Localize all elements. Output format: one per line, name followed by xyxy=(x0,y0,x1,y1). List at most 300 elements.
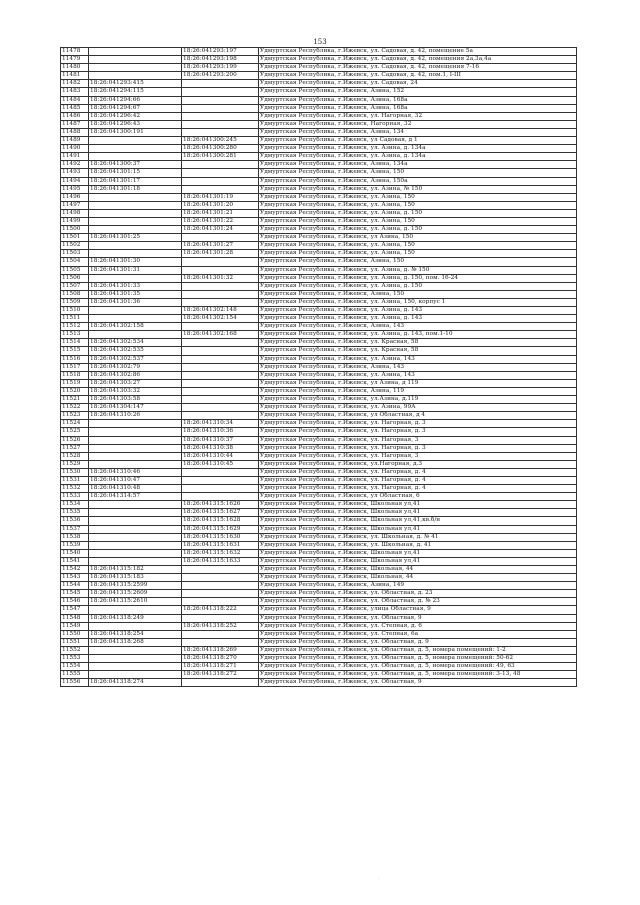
row-number-cell: 11497 xyxy=(61,201,89,209)
row-number-cell: 11547 xyxy=(61,606,89,614)
table-row xyxy=(61,104,577,112)
row-number-cell: 11540 xyxy=(61,549,89,557)
table-row xyxy=(61,323,577,331)
object-number-cell xyxy=(182,323,259,331)
row-number-cell: 11527 xyxy=(61,444,89,452)
cadastral-number-cell: 18:26:041300:37 xyxy=(89,161,182,169)
object-number-cell: 18:26:041301:22 xyxy=(182,217,259,225)
table-row xyxy=(61,177,577,185)
row-number-cell: 11491 xyxy=(61,153,89,161)
object-number-cell: 18:26:041302:148 xyxy=(182,307,259,315)
table-row xyxy=(61,679,577,687)
cadastral-number-cell: 18:26:041301:17 xyxy=(89,177,182,185)
object-number-cell: 18:26:041301:24 xyxy=(182,226,259,234)
object-number-cell: 18:26:041293:200 xyxy=(182,72,259,80)
row-number-cell: 11553 xyxy=(61,655,89,663)
table-row xyxy=(61,315,577,323)
address-cell: Удмуртская Республика, г.Ижевск, ул Азина, 150 xyxy=(259,234,577,242)
table-row xyxy=(61,64,577,72)
cadastral-number-cell: 18:26:041301:18 xyxy=(89,185,182,193)
row-number-cell: 11556 xyxy=(61,679,89,687)
object-number-cell xyxy=(182,379,259,387)
table-row xyxy=(61,193,577,201)
row-number-cell: 11537 xyxy=(61,525,89,533)
table-row xyxy=(61,234,577,242)
row-number-cell: 11517 xyxy=(61,363,89,371)
object-number-cell xyxy=(182,234,259,242)
address-cell: Удмуртская Республика, г.Ижевск, Азина, 150а xyxy=(259,177,577,185)
address-cell: Удмуртская Республика, г.Ижевск, Нагорная, 32 xyxy=(259,120,577,128)
row-number-cell: 11539 xyxy=(61,541,89,549)
cadastral-number-cell xyxy=(89,226,182,234)
address-cell: Удмуртская Республика, г.Ижевск, ул. Азина, 150 xyxy=(259,250,577,258)
cadastral-number-cell: 18:26:041304:147 xyxy=(89,404,182,412)
object-number-cell: 18:26:041301:28 xyxy=(182,250,259,258)
table-row xyxy=(61,161,577,169)
cadastral-number-cell: 18:26:041303:27 xyxy=(89,379,182,387)
row-number-cell: 11479 xyxy=(61,56,89,64)
row-number-cell: 11481 xyxy=(61,72,89,80)
cadastral-number-cell: 18:26:041301:15 xyxy=(89,169,182,177)
address-cell: Удмуртская Республика, г.Ижевск, Азина, 143 xyxy=(259,323,577,331)
cadastral-number-cell: 18:26:041310:26 xyxy=(89,412,182,420)
table-row xyxy=(61,533,577,541)
object-number-cell xyxy=(182,476,259,484)
address-cell: Удмуртская Республика, г.Ижевск, ул. Садовая, д. 42, помещения 7-16 xyxy=(259,64,577,72)
address-cell: Удмуртская Республика, г.Ижевск, ул. Азина, д. 150, пом. 16-24 xyxy=(259,274,577,282)
address-cell: Удмуртская Республика, г.Ижевск, Азина, 150 xyxy=(259,258,577,266)
object-number-cell xyxy=(182,112,259,120)
object-number-cell xyxy=(182,590,259,598)
table-row xyxy=(61,493,577,501)
address-cell: Удмуртская Республика, г.Ижевск, ул. Азина, д. 143, пом.1-10 xyxy=(259,331,577,339)
table-row xyxy=(61,557,577,565)
table-row xyxy=(61,112,577,120)
cadastral-number-cell: 18:26:041303:32 xyxy=(89,387,182,395)
table-row xyxy=(61,501,577,509)
table-row xyxy=(61,307,577,315)
table-row xyxy=(61,48,577,56)
table-row xyxy=(61,298,577,306)
cadastral-number-cell xyxy=(89,606,182,614)
address-cell: Удмуртская Республика, г.Ижевск, Школьная ул,41 xyxy=(259,525,577,533)
object-number-cell xyxy=(182,355,259,363)
address-cell: Удмуртская Республика, г.Ижевск, ул. Областная, 9 xyxy=(259,679,577,687)
table-row xyxy=(61,226,577,234)
table-row xyxy=(61,137,577,145)
object-number-cell: 18:26:041315:1631 xyxy=(182,541,259,549)
cadastral-number-cell xyxy=(89,420,182,428)
row-number-cell: 11518 xyxy=(61,371,89,379)
object-number-cell: 18:26:041293:198 xyxy=(182,56,259,64)
cadastral-number-cell: 18:26:041318:249 xyxy=(89,614,182,622)
object-number-cell: 18:26:041310:34 xyxy=(182,420,259,428)
object-number-cell: 18:26:041293:199 xyxy=(182,64,259,72)
address-cell: Удмуртская Республика, г.Ижевск, ул. Азина, д. 150 xyxy=(259,282,577,290)
cadastral-number-cell: 18:26:041315:182 xyxy=(89,566,182,574)
object-number-cell xyxy=(182,104,259,112)
table-row xyxy=(61,282,577,290)
address-cell: Удмуртская Республика, г.Ижевск, ул Садовая, д 1 xyxy=(259,137,577,145)
row-number-cell: 11549 xyxy=(61,622,89,630)
table-row xyxy=(61,347,577,355)
row-number-cell: 11485 xyxy=(61,104,89,112)
row-number-cell: 11530 xyxy=(61,468,89,476)
row-number-cell: 11502 xyxy=(61,242,89,250)
cadastral-number-cell xyxy=(89,671,182,679)
address-cell: Удмуртская Республика, г.Ижевск, Школьная ул,41 xyxy=(259,501,577,509)
object-number-cell: 18:26:041318:272 xyxy=(182,671,259,679)
address-cell: Удмуртская Республика, г.Ижевск, ул.Азина, д.119 xyxy=(259,396,577,404)
address-cell: Удмуртская Республика, г.Ижевск, Азина, 152 xyxy=(259,88,577,96)
table-row xyxy=(61,638,577,646)
address-cell: Удмуртская Республика, г.Ижевск, ул. Степная, д. 6 xyxy=(259,622,577,630)
address-cell: Удмуртская Республика, г.Ижевск, ул. Садовая, д. 42, помещения 2а,3а,4а xyxy=(259,56,577,64)
object-number-cell: 18:26:041310:37 xyxy=(182,436,259,444)
object-number-cell xyxy=(182,128,259,136)
object-number-cell: 18:26:041315:1626 xyxy=(182,501,259,509)
cadastral-number-cell: 18:26:041302:158 xyxy=(89,323,182,331)
row-number-cell: 11507 xyxy=(61,282,89,290)
object-number-cell: 18:26:041315:1632 xyxy=(182,549,259,557)
row-number-cell: 11529 xyxy=(61,460,89,468)
address-cell: Удмуртская Республика, г.Ижевск, ул. Азина, д. 150 xyxy=(259,209,577,217)
address-cell: Удмуртская Республика, г.Ижевск, ул. Областная, д. 5, номера помещений: 49, 63 xyxy=(259,663,577,671)
address-cell: Удмуртская Республика, г.Ижевск, ул. Азина, 150 xyxy=(259,217,577,225)
address-cell: Удмуртская Республика, г.Ижевск, Школьная, 44 xyxy=(259,574,577,582)
object-number-cell: 18:26:041301:19 xyxy=(182,193,259,201)
row-number-cell: 11550 xyxy=(61,630,89,638)
table-row xyxy=(61,404,577,412)
cadastral-number-cell: 18:26:041302:535 xyxy=(89,347,182,355)
address-cell: Удмуртская Республика, г.Ижевск, ул. Нагорная, 32 xyxy=(259,112,577,120)
row-number-cell: 11496 xyxy=(61,193,89,201)
row-number-cell: 11500 xyxy=(61,226,89,234)
object-number-cell: 18:26:041300:280 xyxy=(182,145,259,153)
table-row xyxy=(61,541,577,549)
object-number-cell xyxy=(182,638,259,646)
cadastral-number-cell: 18:26:041302:79 xyxy=(89,363,182,371)
table-row xyxy=(61,436,577,444)
cadastral-number-cell: 18:26:041318:274 xyxy=(89,679,182,687)
cadastral-number-cell xyxy=(89,209,182,217)
cadastral-number-cell xyxy=(89,145,182,153)
table-row xyxy=(61,574,577,582)
address-cell: Удмуртская Республика, г.Ижевск, ул. Красная, 58 xyxy=(259,347,577,355)
cadastral-number-cell: 18:26:041301:36 xyxy=(89,298,182,306)
object-number-cell: 18:26:041302:154 xyxy=(182,315,259,323)
cadastral-number-cell xyxy=(89,64,182,72)
row-number-cell: 11546 xyxy=(61,598,89,606)
table-row xyxy=(61,646,577,654)
cadastral-number-cell xyxy=(89,646,182,654)
object-number-cell xyxy=(182,387,259,395)
table-row xyxy=(61,671,577,679)
table-row xyxy=(61,250,577,258)
cadastral-number-cell xyxy=(89,48,182,56)
cadastral-number-cell: 18:26:041310:48 xyxy=(89,485,182,493)
table-row xyxy=(61,460,577,468)
row-number-cell: 11510 xyxy=(61,307,89,315)
row-number-cell: 11543 xyxy=(61,574,89,582)
address-cell: Удмуртская Республика, г.Ижевск, ул. Нагорная, 3 xyxy=(259,436,577,444)
table-row xyxy=(61,663,577,671)
table-row xyxy=(61,355,577,363)
row-number-cell: 11492 xyxy=(61,161,89,169)
row-number-cell: 11538 xyxy=(61,533,89,541)
address-cell: Удмуртская Республика, г.Ижевск, ул. Азина, д. 143 xyxy=(259,315,577,323)
cadastral-number-cell xyxy=(89,460,182,468)
address-cell: Удмуртская Республика, г.Ижевск, ул. Школьная, д. № 41 xyxy=(259,533,577,541)
address-cell: Удмуртская Республика, г.Ижевск, ул. Азина, 150, корпус 1 xyxy=(259,298,577,306)
cadastral-number-cell xyxy=(89,436,182,444)
address-cell: Удмуртская Республика, г.Ижевск, Азина, 149 xyxy=(259,582,577,590)
address-cell: Удмуртская Республика, г.Ижевск, ул. Областная, д. 5, номера помещений: 3-13, 48 xyxy=(259,671,577,679)
row-number-cell: 11533 xyxy=(61,493,89,501)
row-number-cell: 11541 xyxy=(61,557,89,565)
row-number-cell: 11483 xyxy=(61,88,89,96)
object-number-cell xyxy=(182,282,259,290)
row-number-cell: 11499 xyxy=(61,217,89,225)
page-number: 153 xyxy=(313,38,327,46)
cadastral-number-cell: 18:26:041301:30 xyxy=(89,258,182,266)
row-number-cell: 11508 xyxy=(61,290,89,298)
object-number-cell: 18:26:041310:36 xyxy=(182,428,259,436)
cadastral-number-cell xyxy=(89,137,182,145)
table-row xyxy=(61,420,577,428)
cadastral-number-cell xyxy=(89,501,182,509)
table-row xyxy=(61,88,577,96)
cadastral-number-cell: 18:26:041315:2599 xyxy=(89,582,182,590)
object-number-cell: 18:26:041318:271 xyxy=(182,663,259,671)
row-number-cell: 11488 xyxy=(61,128,89,136)
table-row xyxy=(61,169,577,177)
cadastral-number-cell xyxy=(89,201,182,209)
cadastral-number-cell: 18:26:041302:537 xyxy=(89,355,182,363)
cadastral-number-cell: 18:26:041318:254 xyxy=(89,630,182,638)
row-number-cell: 11534 xyxy=(61,501,89,509)
object-number-cell: 18:26:041318:252 xyxy=(182,622,259,630)
address-cell: Удмуртская Республика, г.Ижевск, ул. Нагорная, д. 4 xyxy=(259,468,577,476)
cadastral-number-cell: 18:26:041310:46 xyxy=(89,468,182,476)
row-number-cell: 11494 xyxy=(61,177,89,185)
address-cell: Удмуртская Республика, г.Ижевск, Азина, 150 xyxy=(259,290,577,298)
row-number-cell: 11524 xyxy=(61,420,89,428)
row-number-cell: 11542 xyxy=(61,566,89,574)
row-number-cell: 11555 xyxy=(61,671,89,679)
cadastral-number-cell: 18:26:041315:2610 xyxy=(89,598,182,606)
cadastral-number-cell xyxy=(89,541,182,549)
row-number-cell: 11551 xyxy=(61,638,89,646)
table-row xyxy=(61,517,577,525)
object-number-cell: 18:26:041310:45 xyxy=(182,460,259,468)
cadastral-number-cell: 18:26:041294:66 xyxy=(89,96,182,104)
address-cell: Удмуртская Республика, г.Ижевск, ул. Садовая, д. 42, помещение 5а xyxy=(259,48,577,56)
row-number-cell: 11525 xyxy=(61,428,89,436)
cadastral-number-cell xyxy=(89,193,182,201)
address-cell: Удмуртская Республика, г.Ижевск, ул. Азина, 99А xyxy=(259,404,577,412)
object-number-cell: 18:26:041301:21 xyxy=(182,209,259,217)
table-row xyxy=(61,242,577,250)
object-number-cell xyxy=(182,88,259,96)
address-cell: Удмуртская Республика, г.Ижевск, ул. Садовая, д. 42, пом.1, I-III xyxy=(259,72,577,80)
object-number-cell xyxy=(182,574,259,582)
object-number-cell xyxy=(182,679,259,687)
row-number-cell: 11515 xyxy=(61,347,89,355)
table-row xyxy=(61,476,577,484)
row-number-cell: 11493 xyxy=(61,169,89,177)
object-number-cell xyxy=(182,396,259,404)
row-number-cell: 11504 xyxy=(61,258,89,266)
table-row xyxy=(61,209,577,217)
address-cell: Удмуртская Республика, г.Ижевск, ул Азина, д 119 xyxy=(259,379,577,387)
object-number-cell: 18:26:041315:1630 xyxy=(182,533,259,541)
object-number-cell: 18:26:041301:32 xyxy=(182,274,259,282)
object-number-cell: 18:26:041310:38 xyxy=(182,444,259,452)
address-cell: Удмуртская Республика, г.Ижевск, ул Областная, 6 xyxy=(259,493,577,501)
row-number-cell: 11522 xyxy=(61,404,89,412)
row-number-cell: 11519 xyxy=(61,379,89,387)
cadastral-number-cell xyxy=(89,315,182,323)
address-cell: Удмуртская Республика, г.Ижевск, ул Областная, д 4 xyxy=(259,412,577,420)
object-number-cell: 18:26:041293:197 xyxy=(182,48,259,56)
object-number-cell xyxy=(182,258,259,266)
object-number-cell xyxy=(182,468,259,476)
object-number-cell xyxy=(182,598,259,606)
row-number-cell: 11535 xyxy=(61,509,89,517)
cadastral-number-cell xyxy=(89,517,182,525)
table-row xyxy=(61,201,577,209)
table-row xyxy=(61,387,577,395)
scan-mark: · xyxy=(378,876,380,882)
cadastral-number-cell: 18:26:041301:25 xyxy=(89,234,182,242)
cadastral-number-cell xyxy=(89,250,182,258)
cadastral-number-cell xyxy=(89,307,182,315)
table-row xyxy=(61,614,577,622)
table-row xyxy=(61,468,577,476)
cadastral-number-cell xyxy=(89,655,182,663)
object-number-cell xyxy=(182,161,259,169)
object-number-cell: 18:26:041318:222 xyxy=(182,606,259,614)
table-row xyxy=(61,185,577,193)
address-cell: Удмуртская Республика, г.Ижевск, Школьная ул,41 xyxy=(259,549,577,557)
address-cell: Удмуртская Республика, г.Ижевск, ул. Азина, д. 143 xyxy=(259,307,577,315)
address-cell: Удмуртская Республика, г.Ижевск, ул. Нагорная, д. 3 xyxy=(259,420,577,428)
object-number-cell xyxy=(182,290,259,298)
object-number-cell xyxy=(182,80,259,88)
table-row xyxy=(61,525,577,533)
cadastral-number-cell: 18:26:041296:43 xyxy=(89,120,182,128)
row-number-cell: 11520 xyxy=(61,387,89,395)
address-cell: Удмуртская Республика, г.Ижевск, ул. Азина, д. № 150 xyxy=(259,266,577,274)
table-row xyxy=(61,339,577,347)
object-number-cell xyxy=(182,266,259,274)
table-row xyxy=(61,630,577,638)
address-cell: Удмуртская Республика, г.Ижевск, ул.Нагорная, д.3 xyxy=(259,460,577,468)
object-number-cell xyxy=(182,298,259,306)
address-cell: Удмуртская Республика, г.Ижевск, Азина, 119 xyxy=(259,387,577,395)
address-cell: Удмуртская Республика, г.Ижевск, Азина, 143 xyxy=(259,363,577,371)
table-row xyxy=(61,290,577,298)
cadastral-number-cell: 18:26:041301:31 xyxy=(89,266,182,274)
address-cell: Удмуртская Республика, г.Ижевск, ул. Областная, д. 23 xyxy=(259,590,577,598)
table-row xyxy=(61,379,577,387)
row-number-cell: 11516 xyxy=(61,355,89,363)
object-number-cell xyxy=(182,412,259,420)
row-number-cell: 11480 xyxy=(61,64,89,72)
address-cell: Удмуртская Республика, г.Ижевск, ул. Азина, № 150 xyxy=(259,185,577,193)
row-number-cell: 11512 xyxy=(61,323,89,331)
row-number-cell: 11478 xyxy=(61,48,89,56)
address-cell: Удмуртская Республика, г.Ижевск, ул. Областная, 9 xyxy=(259,614,577,622)
object-number-cell xyxy=(182,177,259,185)
table-row xyxy=(61,96,577,104)
object-number-cell: 18:26:041318:270 xyxy=(182,655,259,663)
address-cell: Удмуртская Республика, г.Ижевск, Школьная, 44 xyxy=(259,566,577,574)
address-cell: Удмуртская Республика, г.Ижевск, ул. Азина, д. 134а xyxy=(259,153,577,161)
object-number-cell xyxy=(182,582,259,590)
table-row xyxy=(61,258,577,266)
object-number-cell xyxy=(182,185,259,193)
table-row xyxy=(61,622,577,630)
object-number-cell: 18:26:041318:269 xyxy=(182,646,259,654)
row-number-cell: 11501 xyxy=(61,234,89,242)
table-row xyxy=(61,56,577,64)
cadastral-number-cell xyxy=(89,533,182,541)
table-row xyxy=(61,371,577,379)
object-number-cell xyxy=(182,96,259,104)
cadastral-number-cell xyxy=(89,274,182,282)
table-row xyxy=(61,485,577,493)
address-cell: Удмуртская Республика, г.Ижевск, ул. Азина, д. 134а xyxy=(259,145,577,153)
object-number-cell xyxy=(182,371,259,379)
row-number-cell: 11513 xyxy=(61,331,89,339)
row-number-cell: 11487 xyxy=(61,120,89,128)
table-row xyxy=(61,428,577,436)
table-row xyxy=(61,444,577,452)
table-row xyxy=(61,217,577,225)
table-row xyxy=(61,412,577,420)
table-row xyxy=(61,266,577,274)
row-number-cell: 11482 xyxy=(61,80,89,88)
cadastral-number-cell: 18:26:041303:58 xyxy=(89,396,182,404)
address-cell: Удмуртская Республика, г.Ижевск, ул. Азина, 150 xyxy=(259,242,577,250)
cadastral-number-cell xyxy=(89,452,182,460)
object-number-cell: 18:26:041310:44 xyxy=(182,452,259,460)
address-cell: Удмуртская Республика, г.Ижевск, Школьная ул,41,кв.б/н xyxy=(259,517,577,525)
row-number-cell: 11503 xyxy=(61,250,89,258)
cadastral-number-cell: 18:26:041294:67 xyxy=(89,104,182,112)
cadastral-number-cell xyxy=(89,428,182,436)
cadastral-number-cell xyxy=(89,444,182,452)
cadastral-number-cell xyxy=(89,557,182,565)
row-number-cell: 11509 xyxy=(61,298,89,306)
table-row xyxy=(61,598,577,606)
table-row xyxy=(61,549,577,557)
row-number-cell: 11511 xyxy=(61,315,89,323)
row-number-cell: 11486 xyxy=(61,112,89,120)
cadastral-number-cell: 18:26:041318:268 xyxy=(89,638,182,646)
cadastral-number-cell xyxy=(89,56,182,64)
row-number-cell: 11490 xyxy=(61,145,89,153)
object-number-cell: 18:26:041301:27 xyxy=(182,242,259,250)
address-cell: Удмуртская Республика, г.Ижевск, ул. Садовая, 24 xyxy=(259,80,577,88)
row-number-cell: 11523 xyxy=(61,412,89,420)
address-cell: Удмуртская Республика, г.Ижевск, ул. Красная, 58 xyxy=(259,339,577,347)
address-cell: Удмуртская Республика, г.Ижевск, ул. Областная, д. 5, номера помещений: 50-62 xyxy=(259,655,577,663)
cadastral-number-cell: 18:26:041293:415 xyxy=(89,80,182,88)
address-cell: Удмуртская Республика, г.Ижевск, Азина, 168а xyxy=(259,104,577,112)
